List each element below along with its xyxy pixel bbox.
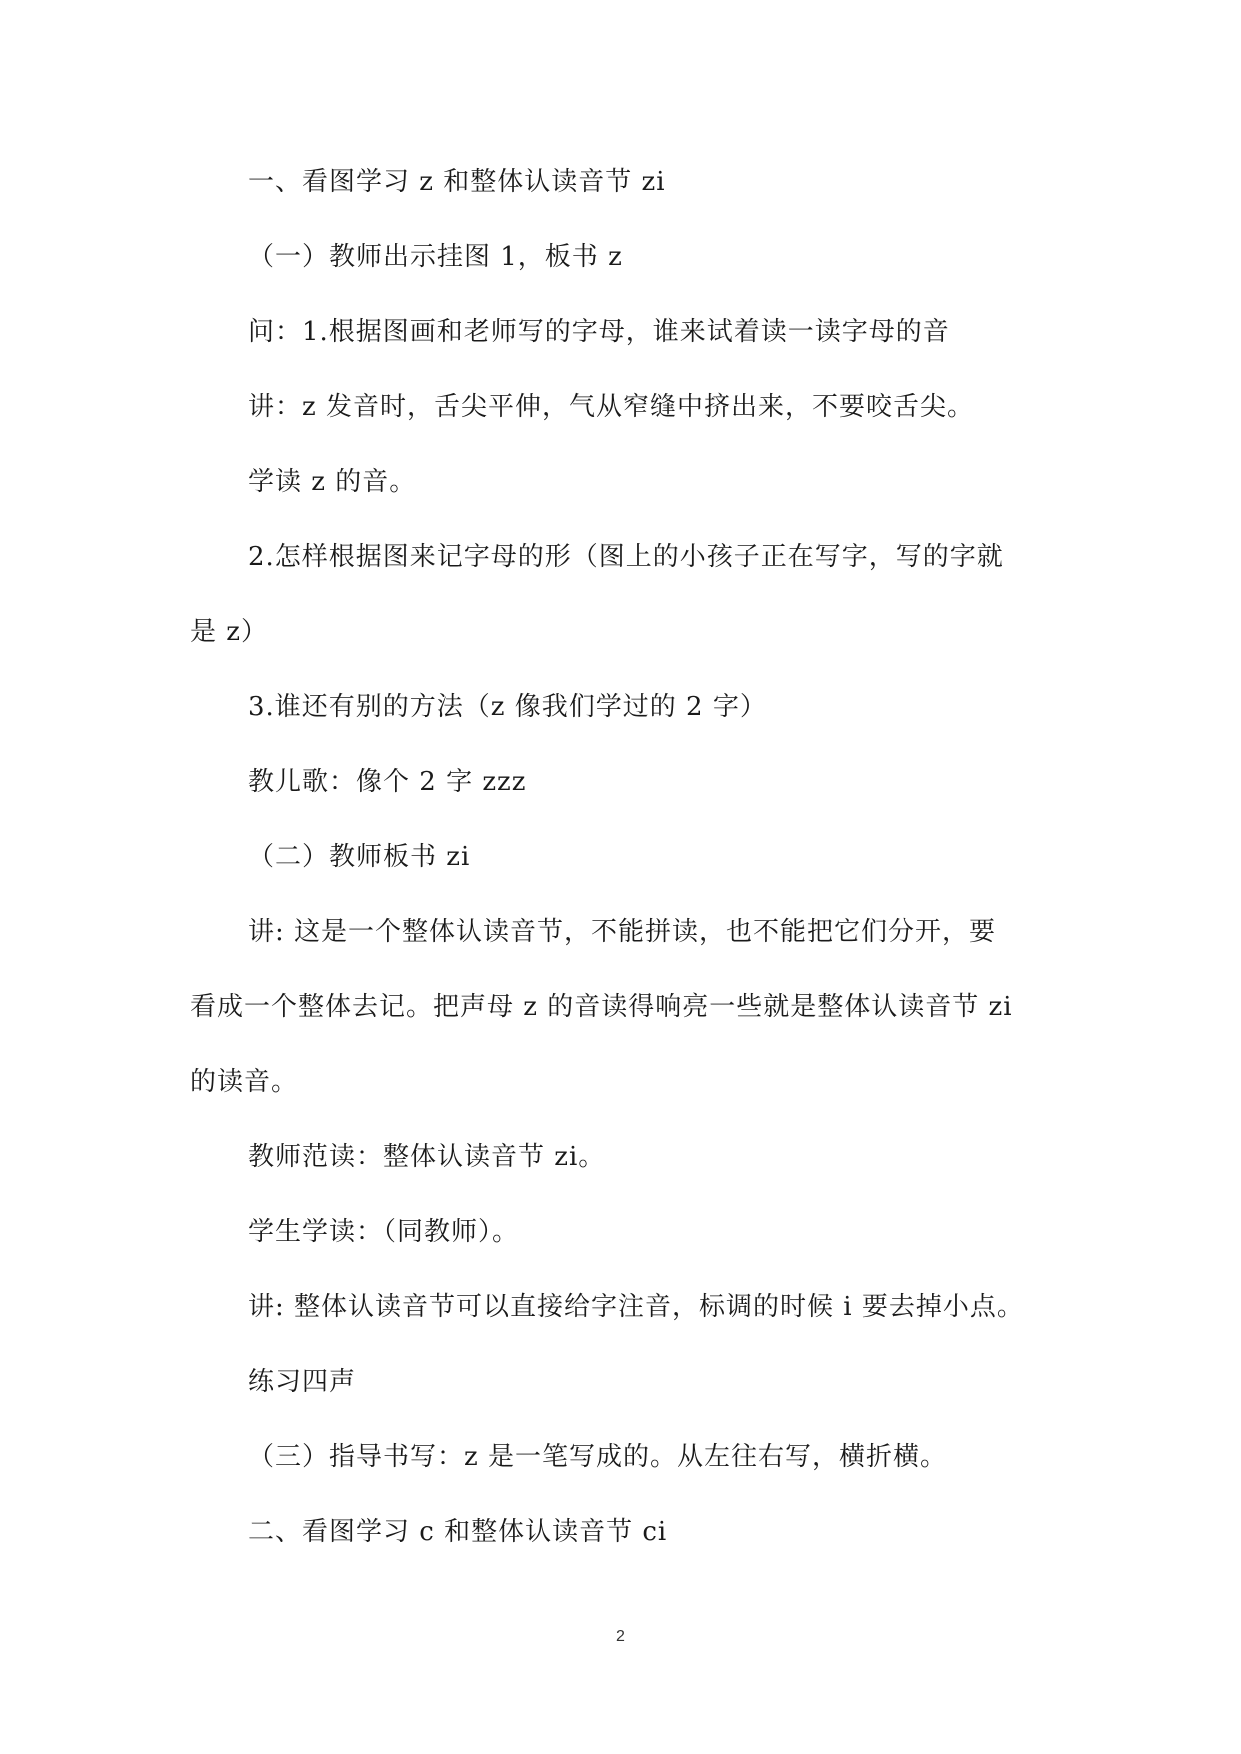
paragraph-explain-zi-cont: 看成一个整体去记。把声母 z 的音读得响亮一些就是整体认读音节 zi [190, 992, 1013, 1022]
subheading-part-one: （一）教师出示挂图 1，板书 z [248, 242, 623, 272]
paragraph-rhyme: 教儿歌：像个 2 字 zzz [248, 767, 527, 797]
paragraph-teacher-reads: 教师范读：整体认读音节 zi。 [248, 1142, 606, 1172]
paragraph-explain-zi-end: 的读音。 [190, 1067, 299, 1097]
page-number: 2 [616, 1628, 625, 1645]
paragraph-learn-z: 学读 z 的音。 [248, 467, 417, 497]
subheading-part-two: （二）教师板书 zi [248, 842, 471, 872]
subheading-part-three: （三）指导书写：z 是一笔写成的。从左往右写，横折横。 [248, 1442, 947, 1472]
paragraph-explain-z: 讲：z 发音时，舌尖平伸，气从窄缝中挤出来，不要咬舌尖。 [248, 392, 974, 422]
heading-section-two: 二、看图学习 c 和整体认读音节 ci [248, 1517, 668, 1547]
document-body [190, 145, 1060, 1570]
paragraph-question-2-cont: 是 z） [190, 617, 268, 647]
heading-section-one: 一、看图学习 z 和整体认读音节 zi [248, 167, 666, 197]
paragraph-four-tones: 练习四声 [248, 1367, 357, 1397]
paragraph-question-1: 问：1.根据图画和老师写的字母，谁来试着读一读字母的音 [248, 317, 950, 347]
paragraph-tone-marks: 讲: 整体认读音节可以直接给字注音，标调的时候 i 要去掉小点。 [248, 1292, 1024, 1322]
paragraph-question-2: 2.怎样根据图来记字母的形（图上的小孩子正在写字，写的字就 [248, 542, 1004, 572]
paragraph-question-3: 3.谁还有别的方法（z 像我们学过的 2 字） [248, 692, 767, 722]
paragraph-students-read: 学生学读：（同教师）。 [248, 1217, 520, 1247]
paragraph-explain-zi: 讲: 这是一个整体认读音节，不能拼读，也不能把它们分开，要 [248, 917, 997, 947]
